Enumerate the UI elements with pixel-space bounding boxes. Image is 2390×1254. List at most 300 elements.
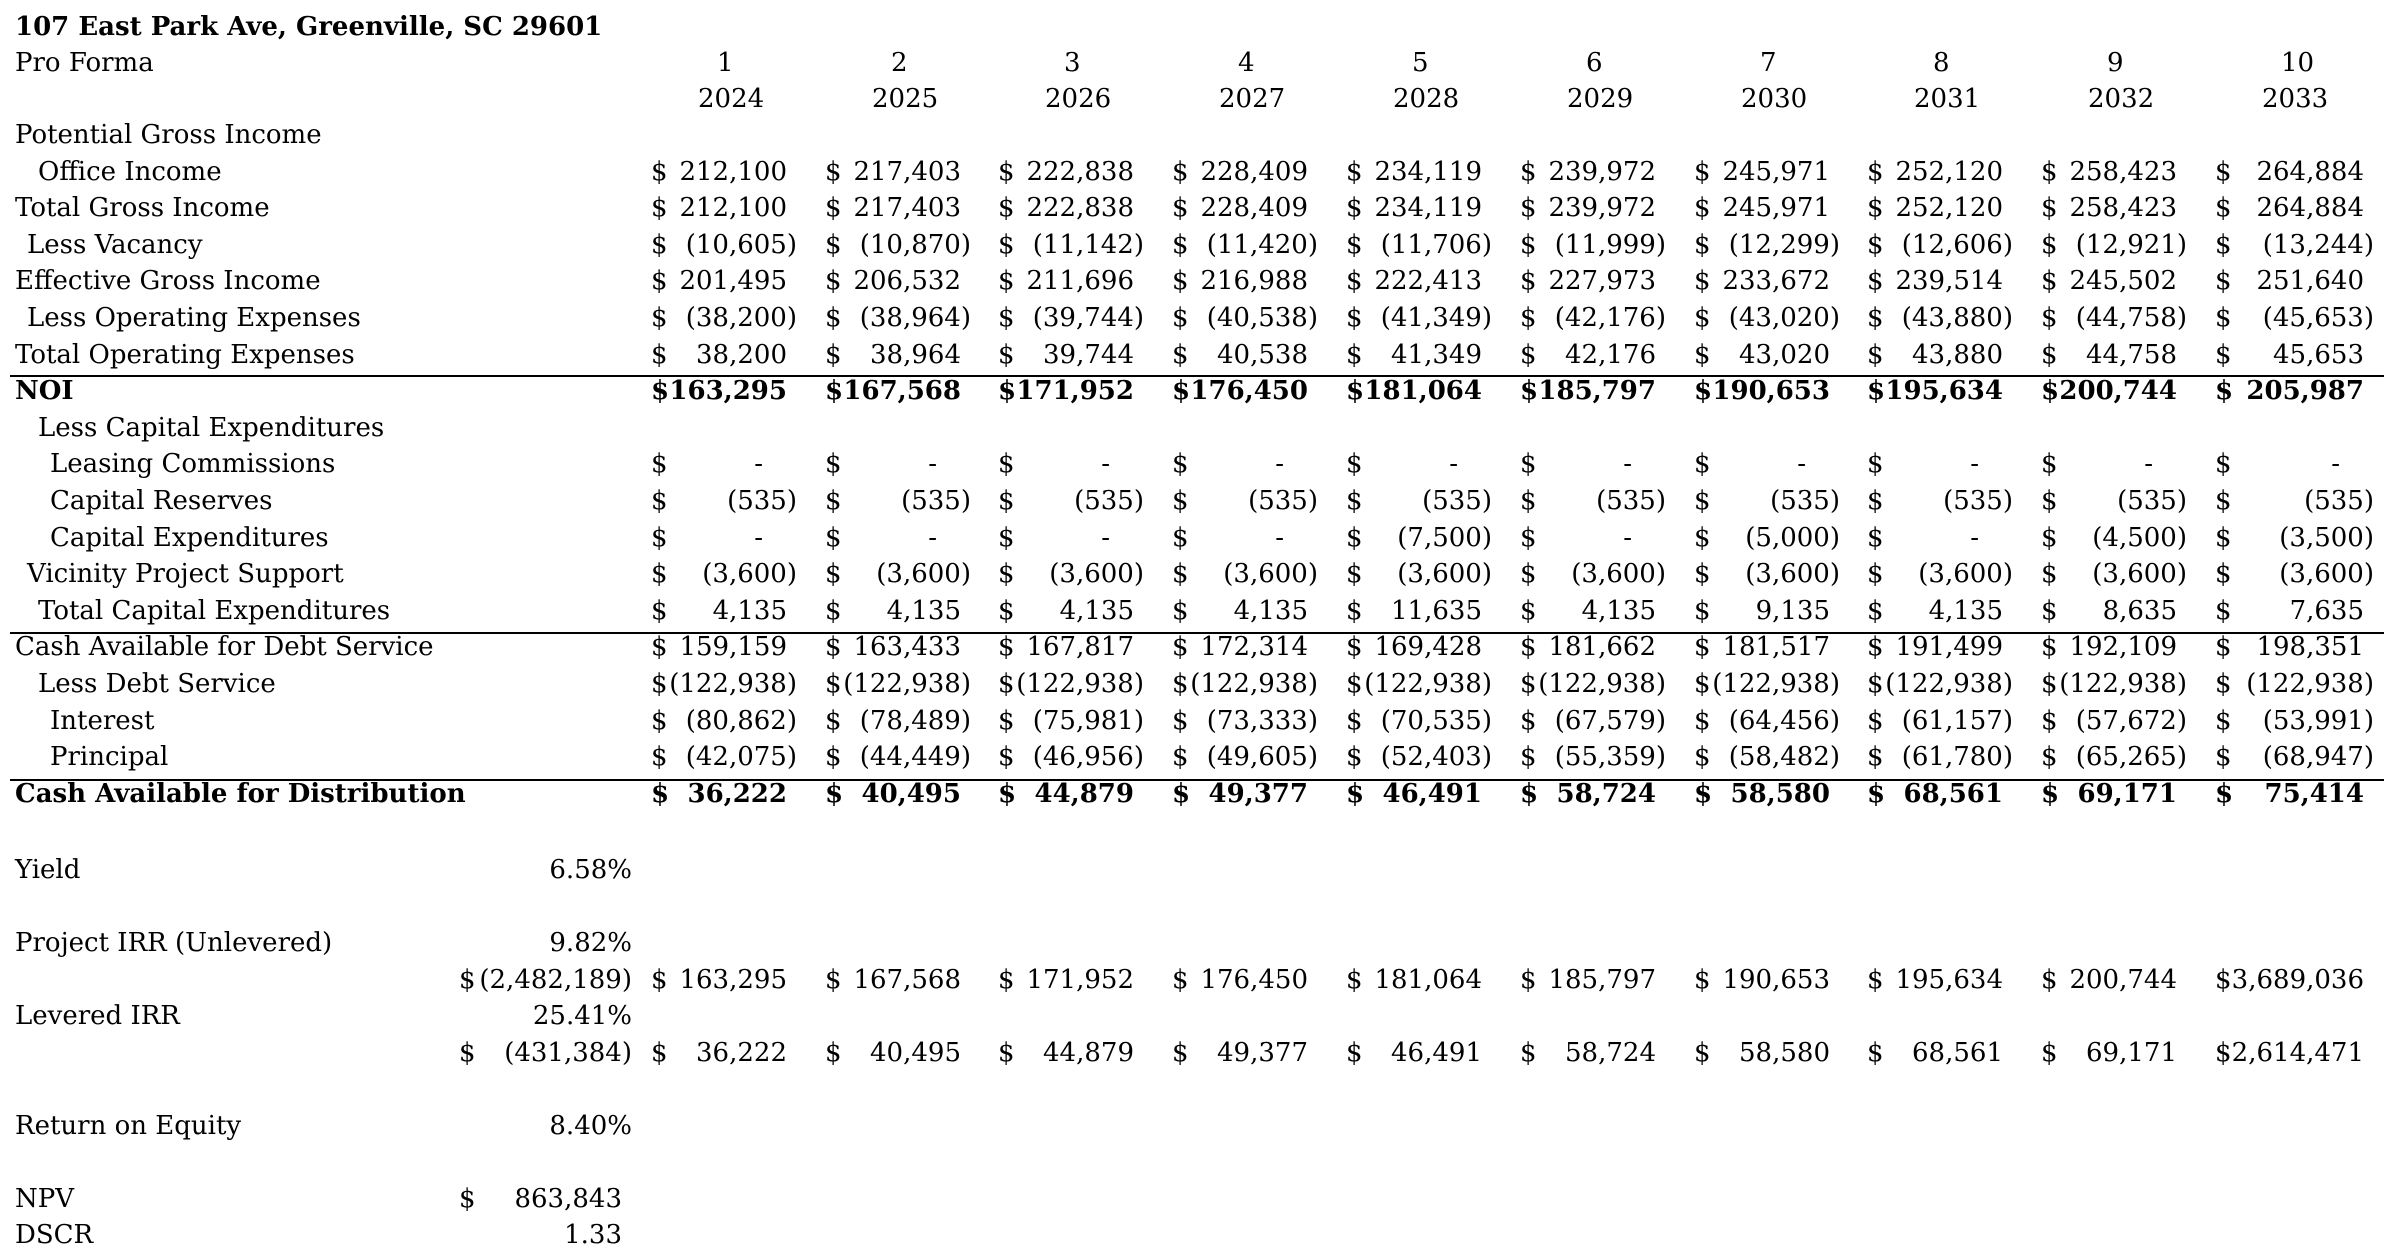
table-cell: 42,176 [1565, 340, 1656, 370]
currency-symbol: $ [2215, 632, 2232, 662]
table-cell: 217,403 [853, 157, 961, 187]
currency-symbol: $ [1694, 596, 1711, 626]
currency-symbol: $ [998, 779, 1017, 809]
currency-symbol: $ [2041, 230, 2058, 260]
currency-symbol: $ [825, 742, 842, 772]
currency-symbol: $ [1520, 340, 1537, 370]
currency-symbol: $ [2215, 376, 2234, 406]
currency-symbol: $ [1172, 706, 1189, 736]
levered-irr-value: 25.41% [532, 1001, 632, 1031]
currency-symbol: $ [1172, 596, 1189, 626]
table-cell: - [1797, 449, 1806, 479]
currency-symbol: $ [1346, 1038, 1363, 1068]
currency-symbol: $ [1520, 523, 1537, 553]
table-cell: 234,119 [1374, 193, 1482, 223]
currency-symbol: $ [2041, 449, 2058, 479]
table-cell: (7,500) [1397, 523, 1492, 553]
currency-symbol: $ [1520, 1038, 1537, 1068]
currency-symbol: $ [1867, 596, 1884, 626]
currency-symbol: $ [1172, 669, 1189, 699]
table-cell: 252,120 [1895, 193, 2003, 223]
levered-irr-flow: 49,377 [1217, 1038, 1308, 1068]
table-cell: (122,938) [1190, 669, 1318, 699]
table-cell: (11,706) [1380, 230, 1492, 260]
table-cell: 11,635 [1391, 596, 1482, 626]
table-cell: 46,491 [1382, 779, 1482, 809]
table-cell: (535) [1422, 486, 1492, 516]
currency-symbol: $ [1172, 486, 1189, 516]
table-cell: 239,972 [1548, 193, 1656, 223]
currency-symbol: $ [1346, 632, 1363, 662]
currency-symbol: $ [2041, 340, 2058, 370]
table-cell: (122,938) [1016, 669, 1144, 699]
table-cell: 222,838 [1026, 157, 1134, 187]
table-cell: 43,880 [1912, 340, 2003, 370]
year-header: 2029 [1567, 84, 1634, 114]
currency-symbol: $ [1346, 266, 1363, 296]
table-cell: 234,119 [1374, 157, 1482, 187]
currency-symbol: $ [1694, 230, 1711, 260]
table-cell: 181,064 [1364, 376, 1482, 406]
currency-symbol: $ [2215, 779, 2234, 809]
table-cell: 251,640 [2256, 266, 2364, 296]
levered-irr-label: Levered IRR [15, 1001, 180, 1031]
table-cell: (13,244) [2262, 230, 2374, 260]
table-cell: (49,605) [1206, 742, 1318, 772]
currency-symbol: $ [1694, 1038, 1711, 1068]
currency-symbol: $ [998, 340, 1015, 370]
table-cell: (535) [2117, 486, 2187, 516]
currency-symbol: $ [1346, 965, 1363, 995]
currency-symbol: $ [1520, 449, 1537, 479]
table-cell: (61,157) [1901, 706, 2013, 736]
currency-symbol: $ [1520, 193, 1537, 223]
currency-symbol: $ [651, 157, 668, 187]
currency-symbol: $ [1346, 193, 1363, 223]
table-cell: 9,135 [1755, 596, 1830, 626]
currency-symbol: $ [651, 303, 668, 333]
currency-symbol: $ [1520, 230, 1537, 260]
table-cell: 43,020 [1739, 340, 1830, 370]
row-label: Leasing Commissions [50, 449, 336, 479]
distribution-rule [10, 779, 2384, 781]
levered-irr-flow: 2,614,471 [2231, 1038, 2364, 1068]
table-cell: 252,120 [1895, 157, 2003, 187]
table-cell: (3,600) [2279, 559, 2374, 589]
currency-symbol: $ [825, 230, 842, 260]
currency-symbol: $ [825, 523, 842, 553]
table-cell: 38,964 [870, 340, 961, 370]
currency-symbol: $ [2215, 266, 2232, 296]
currency-symbol: $ [1346, 779, 1365, 809]
currency-symbol: $ [651, 742, 668, 772]
currency-symbol: $ [2041, 742, 2058, 772]
table-cell: 191,499 [1895, 632, 2003, 662]
table-cell: (535) [1248, 486, 1318, 516]
currency-symbol: $ [1172, 779, 1191, 809]
table-cell: 58,724 [1556, 779, 1656, 809]
currency-symbol: $ [1346, 706, 1363, 736]
currency-symbol: $ [998, 596, 1015, 626]
currency-symbol: $ [2041, 266, 2058, 296]
currency-symbol: $ [651, 486, 668, 516]
currency-symbol: $ [2215, 706, 2232, 736]
currency-symbol: $ [1694, 669, 1711, 699]
table-cell: (39,744) [1032, 303, 1144, 333]
project-irr-flow: 163,295 [679, 965, 787, 995]
currency-symbol: $ [2215, 669, 2232, 699]
period-number: 8 [1933, 48, 1950, 78]
year-header: 2024 [698, 84, 765, 114]
table-cell: 245,502 [2069, 266, 2177, 296]
currency-symbol: $ [825, 559, 842, 589]
period-number: 7 [1760, 48, 1777, 78]
currency-symbol: $ [1694, 303, 1711, 333]
project-irr-flow: 181,064 [1374, 965, 1482, 995]
currency-symbol: $ [1867, 376, 1886, 406]
table-cell: (46,956) [1032, 742, 1144, 772]
currency-symbol: $ [1867, 779, 1886, 809]
table-cell: 228,409 [1200, 157, 1308, 187]
currency-symbol: $ [2041, 706, 2058, 736]
table-cell: (12,921) [2075, 230, 2187, 260]
year-header: 2026 [1045, 84, 1112, 114]
table-cell: 212,100 [679, 193, 787, 223]
table-cell: 233,672 [1722, 266, 1830, 296]
currency-symbol: $ [1520, 266, 1537, 296]
currency-symbol: $ [651, 449, 668, 479]
currency-symbol: $ [825, 1038, 842, 1068]
currency-symbol: $ [1346, 157, 1363, 187]
table-cell: (122,938) [669, 669, 797, 699]
table-cell: 171,952 [1016, 376, 1134, 406]
table-cell: (535) [1770, 486, 1840, 516]
project-irr-flow: 190,653 [1722, 965, 1830, 995]
table-cell: (58,482) [1728, 742, 1840, 772]
currency-symbol: $ [1867, 303, 1884, 333]
sheet-subtitle: Pro Forma [15, 48, 154, 78]
table-cell: 176,450 [1190, 376, 1308, 406]
table-cell: - [2331, 449, 2340, 479]
table-cell: (11,142) [1032, 230, 1144, 260]
table-cell: 169,428 [1374, 632, 1482, 662]
table-cell: (3,600) [1049, 559, 1144, 589]
table-cell: 7,635 [2289, 596, 2364, 626]
npv-value: 863,843 [514, 1184, 622, 1214]
currency-symbol: $ [2041, 157, 2058, 187]
table-cell: 228,409 [1200, 193, 1308, 223]
currency-symbol: $ [1520, 779, 1539, 809]
period-number: 4 [1238, 48, 1255, 78]
table-cell: (57,672) [2075, 706, 2187, 736]
table-cell: 68,561 [1903, 779, 2003, 809]
currency-symbol: $ [1172, 965, 1189, 995]
table-cell: (65,265) [2075, 742, 2187, 772]
project-irr-flow: 3,689,036 [2231, 965, 2364, 995]
row-label: Less Operating Expenses [27, 303, 361, 333]
currency-symbol: $ [1520, 669, 1537, 699]
table-cell: 264,884 [2256, 157, 2364, 187]
levered-irr-flow: 40,495 [870, 1038, 961, 1068]
table-cell: 190,653 [1712, 376, 1830, 406]
currency-symbol: $ [2041, 559, 2058, 589]
table-cell: 75,414 [2264, 779, 2364, 809]
table-cell: (38,964) [859, 303, 971, 333]
table-cell: (535) [1074, 486, 1144, 516]
currency-symbol: $ [459, 1184, 476, 1214]
table-cell: (44,758) [2075, 303, 2187, 333]
table-cell: (42,075) [685, 742, 797, 772]
currency-symbol: $ [825, 965, 842, 995]
table-cell: 39,744 [1043, 340, 1134, 370]
table-cell: - [1101, 523, 1110, 553]
table-cell: 211,696 [1026, 266, 1134, 296]
table-cell: 222,838 [1026, 193, 1134, 223]
table-cell: (122,938) [2059, 669, 2187, 699]
currency-symbol: $ [2041, 669, 2058, 699]
project-irr-value: 9.82% [549, 928, 632, 958]
table-cell: (122,938) [2246, 669, 2374, 699]
dscr-label: DSCR [15, 1220, 94, 1250]
table-cell: (535) [1596, 486, 1666, 516]
currency-symbol: $ [651, 559, 668, 589]
table-cell: (4,500) [2092, 523, 2187, 553]
row-label: Interest [50, 706, 155, 736]
table-cell: 38,200 [696, 340, 787, 370]
table-cell: (122,938) [1885, 669, 2013, 699]
currency-symbol: $ [2215, 230, 2232, 260]
currency-symbol: $ [1346, 303, 1363, 333]
table-cell: (12,299) [1728, 230, 1840, 260]
table-cell: 172,314 [1200, 632, 1308, 662]
table-cell: (12,606) [1901, 230, 2013, 260]
row-label: Less Vacancy [27, 230, 203, 260]
currency-symbol: $ [1172, 303, 1189, 333]
currency-symbol: $ [1867, 1038, 1884, 1068]
currency-symbol: $ [825, 193, 842, 223]
currency-symbol: $ [2041, 486, 2058, 516]
row-label: Less Debt Service [38, 669, 276, 699]
table-cell: (3,600) [2092, 559, 2187, 589]
levered-irr-flow: 58,724 [1565, 1038, 1656, 1068]
table-cell: - [1275, 449, 1284, 479]
year-header: 2032 [2088, 84, 2155, 114]
table-cell: (78,489) [859, 706, 971, 736]
levered-irr-flow: 36,222 [696, 1038, 787, 1068]
levered-irr-flow: 68,561 [1912, 1038, 2003, 1068]
currency-symbol: $ [1867, 742, 1884, 772]
table-cell: 167,817 [1026, 632, 1134, 662]
currency-symbol: $ [825, 486, 842, 516]
currency-symbol: $ [2215, 157, 2232, 187]
currency-symbol: $ [651, 706, 668, 736]
row-label: Total Operating Expenses [15, 340, 355, 370]
table-cell: (535) [901, 486, 971, 516]
currency-symbol: $ [1694, 742, 1711, 772]
currency-symbol: $ [1346, 742, 1363, 772]
table-cell: 212,100 [679, 157, 787, 187]
currency-symbol: $ [1694, 779, 1713, 809]
table-cell: - [1970, 523, 1979, 553]
currency-symbol: $ [1346, 340, 1363, 370]
currency-symbol: $ [651, 669, 668, 699]
currency-symbol: $ [2041, 632, 2058, 662]
table-cell: 163,433 [853, 632, 961, 662]
table-cell: (3,600) [1571, 559, 1666, 589]
currency-symbol: $ [998, 193, 1015, 223]
currency-symbol: $ [1346, 376, 1365, 406]
table-cell: (535) [1943, 486, 2013, 516]
table-cell: 58,580 [1730, 779, 1830, 809]
table-cell: 44,879 [1034, 779, 1134, 809]
table-cell: (41,349) [1380, 303, 1492, 333]
table-cell: (122,938) [1712, 669, 1840, 699]
table-cell: (122,938) [843, 669, 971, 699]
currency-symbol: $ [1867, 965, 1884, 995]
table-cell: 239,514 [1895, 266, 2003, 296]
currency-symbol: $ [1520, 486, 1537, 516]
currency-symbol: $ [2041, 523, 2058, 553]
currency-symbol: $ [1520, 742, 1537, 772]
table-cell: - [928, 523, 937, 553]
currency-symbol: $ [1694, 157, 1711, 187]
currency-symbol: $ [459, 965, 476, 995]
project-irr-flow: 185,797 [1548, 965, 1656, 995]
currency-symbol: $ [2215, 193, 2232, 223]
currency-symbol: $ [1172, 559, 1189, 589]
currency-symbol: $ [2041, 193, 2058, 223]
table-cell: 205,987 [2246, 376, 2364, 406]
table-cell: 40,495 [861, 779, 961, 809]
currency-symbol: $ [825, 157, 842, 187]
noi-rule [10, 375, 2384, 377]
period-number: 3 [1064, 48, 1081, 78]
currency-symbol: $ [2215, 742, 2232, 772]
currency-symbol: $ [1172, 632, 1189, 662]
year-header: 2031 [1914, 84, 1981, 114]
table-cell: - [1623, 523, 1632, 553]
table-cell: (52,403) [1380, 742, 1492, 772]
row-label: NOI [15, 376, 74, 406]
currency-symbol: $ [825, 340, 842, 370]
table-cell: 245,971 [1722, 193, 1830, 223]
table-cell: (38,200) [685, 303, 797, 333]
table-cell: (535) [727, 486, 797, 516]
currency-symbol: $ [998, 157, 1015, 187]
table-cell: - [1623, 449, 1632, 479]
row-label: Total Gross Income [15, 193, 270, 223]
currency-symbol: $ [1346, 669, 1363, 699]
table-cell: 216,988 [1200, 266, 1308, 296]
table-cell: 159,159 [679, 632, 787, 662]
table-cell: 4,135 [1581, 596, 1656, 626]
period-number: 1 [717, 48, 734, 78]
table-cell: (122,938) [1364, 669, 1492, 699]
table-cell: 227,973 [1548, 266, 1656, 296]
currency-symbol: $ [825, 669, 842, 699]
year-header: 2033 [2262, 84, 2329, 114]
table-cell: 258,423 [2069, 193, 2177, 223]
currency-symbol: $ [2215, 596, 2232, 626]
table-cell: (68,947) [2262, 742, 2374, 772]
currency-symbol: $ [998, 965, 1015, 995]
project-irr-flow: 176,450 [1200, 965, 1308, 995]
table-cell: (3,600) [1397, 559, 1492, 589]
currency-symbol: $ [998, 1038, 1015, 1068]
currency-symbol: $ [1867, 632, 1884, 662]
table-cell: (43,880) [1901, 303, 2013, 333]
table-cell: 195,634 [1885, 376, 2003, 406]
table-cell: 192,109 [2069, 632, 2177, 662]
currency-symbol: $ [1694, 193, 1711, 223]
table-cell: - [754, 523, 763, 553]
currency-symbol: $ [1867, 523, 1884, 553]
table-cell: (10,870) [859, 230, 971, 260]
currency-symbol: $ [1520, 965, 1537, 995]
table-cell: - [1449, 449, 1458, 479]
period-number: 6 [1586, 48, 1603, 78]
project-irr-flow: 167,568 [853, 965, 961, 995]
table-cell: (80,862) [685, 706, 797, 736]
table-cell: (3,600) [876, 559, 971, 589]
yield-label: Yield [15, 855, 81, 885]
currency-symbol: $ [1172, 193, 1189, 223]
currency-symbol: $ [998, 559, 1015, 589]
currency-symbol: $ [825, 303, 842, 333]
currency-symbol: $ [1694, 486, 1711, 516]
currency-symbol: $ [998, 449, 1015, 479]
table-cell: (53,991) [2262, 706, 2374, 736]
roe-value: 8.40% [549, 1111, 632, 1141]
table-cell: 200,744 [2059, 376, 2177, 406]
currency-symbol: $ [1172, 523, 1189, 553]
table-cell: 4,135 [886, 596, 961, 626]
table-cell: (5,000) [1745, 523, 1840, 553]
currency-symbol: $ [651, 596, 668, 626]
project-irr-label: Project IRR (Unlevered) [15, 928, 333, 958]
currency-symbol: $ [998, 486, 1015, 516]
currency-symbol: $ [651, 779, 670, 809]
year-header: 2027 [1219, 84, 1286, 114]
currency-symbol: $ [1867, 449, 1884, 479]
table-cell: (43,020) [1728, 303, 1840, 333]
currency-symbol: $ [1694, 449, 1711, 479]
currency-symbol: $ [2215, 965, 2232, 995]
currency-symbol: $ [2215, 449, 2232, 479]
currency-symbol: $ [2041, 1038, 2058, 1068]
currency-symbol: $ [998, 742, 1015, 772]
table-cell: 167,568 [843, 376, 961, 406]
currency-symbol: $ [825, 779, 844, 809]
currency-symbol: $ [2041, 779, 2060, 809]
currency-symbol: $ [651, 193, 668, 223]
currency-symbol: $ [1520, 376, 1539, 406]
table-cell: (3,500) [2279, 523, 2374, 553]
table-cell: (3,600) [1918, 559, 2013, 589]
row-label: Cash Available for Distribution [15, 779, 466, 809]
project-irr-flow: 200,744 [2069, 965, 2177, 995]
yield-value: 6.58% [549, 855, 632, 885]
currency-symbol: $ [998, 632, 1015, 662]
table-cell: - [1275, 523, 1284, 553]
period-number: 9 [2107, 48, 2124, 78]
currency-symbol: $ [1172, 230, 1189, 260]
currency-symbol: $ [2215, 340, 2232, 370]
currency-symbol: $ [1520, 157, 1537, 187]
currency-symbol: $ [825, 706, 842, 736]
currency-symbol: $ [1172, 742, 1189, 772]
currency-symbol: $ [825, 596, 842, 626]
